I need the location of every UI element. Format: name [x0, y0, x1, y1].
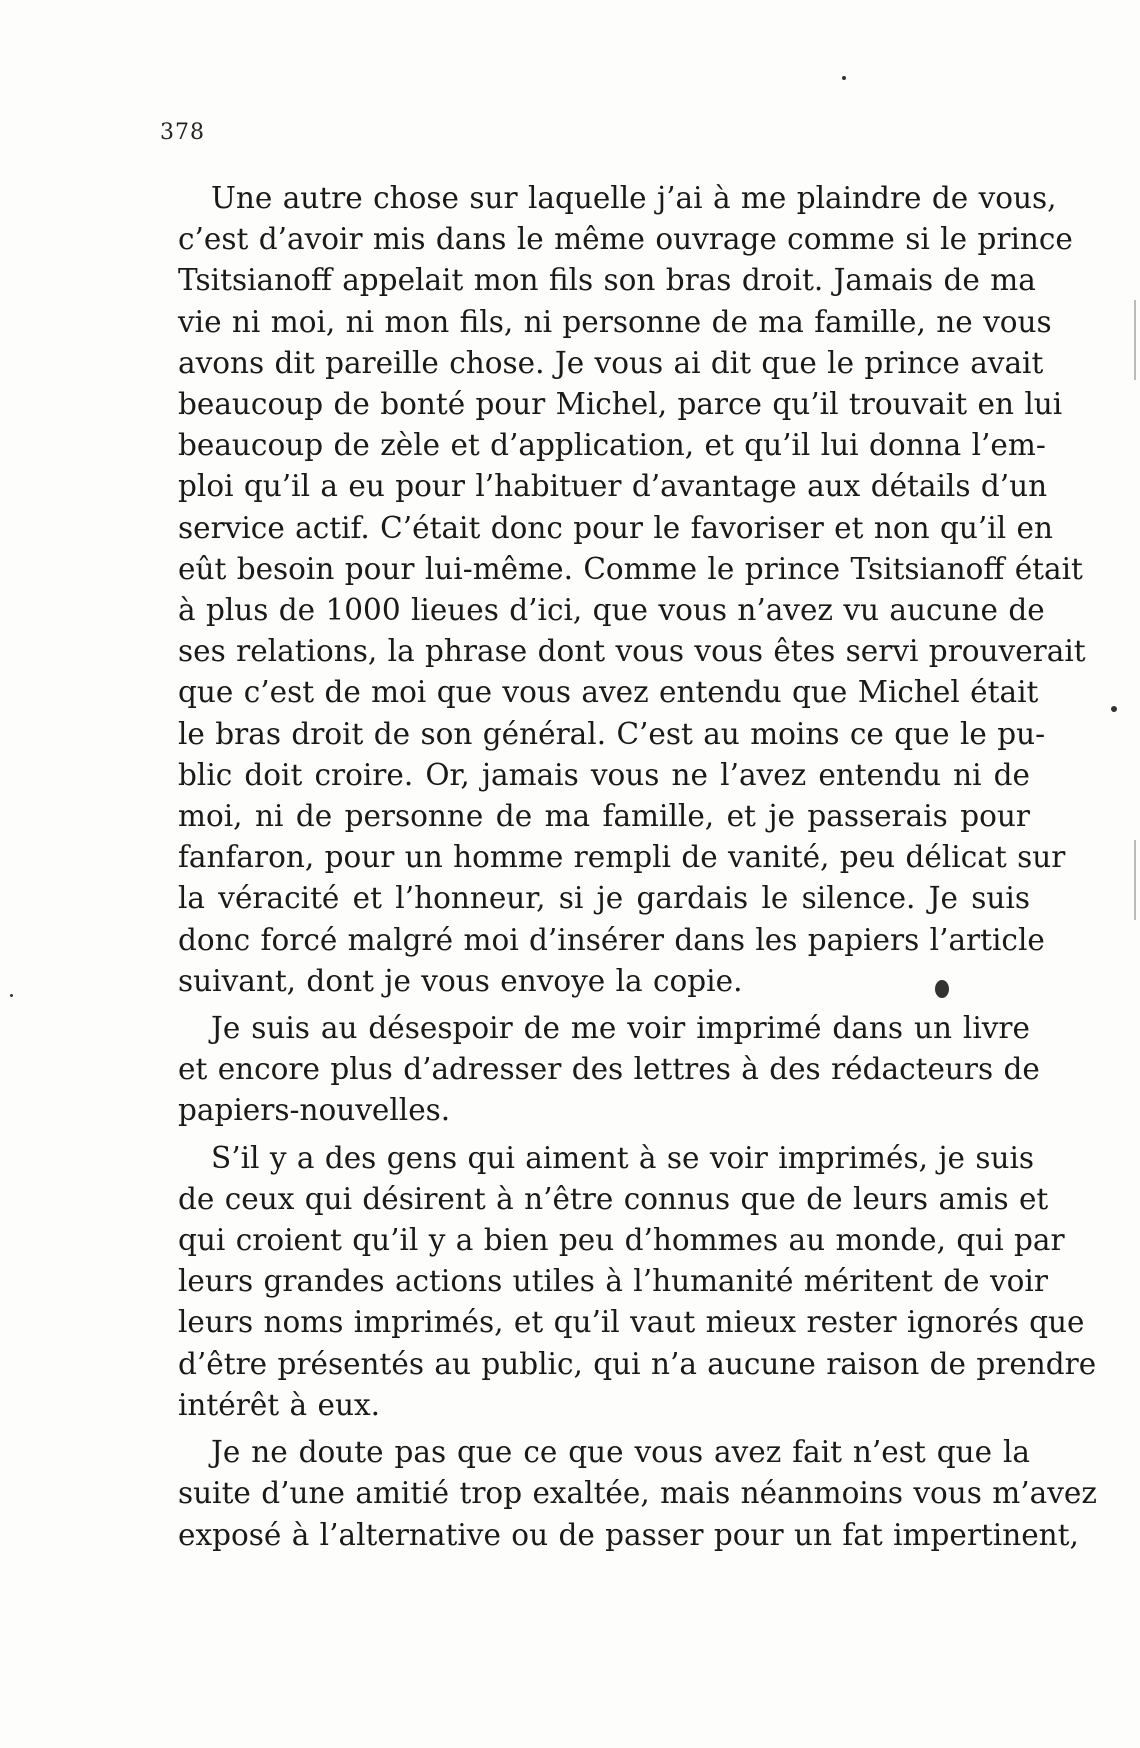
text-line: S’il y a des gens qui aiment à se voir imprimés, je suis: [211, 1140, 1035, 1175]
text-line: fanfaron, pour un homme rempli de vanité, peu délicat sur: [178, 840, 1066, 875]
text-line: Je ne doute pas que ce que vous avez fait n’est que la: [211, 1435, 1030, 1470]
text-line: leurs noms imprimés, et qu’il vaut mieux rester ignorés que: [178, 1305, 1085, 1340]
text-line: blic doit croire. Or, jamais vous ne l’avez entendu ni de: [178, 757, 1030, 792]
scan-edge: [1134, 840, 1136, 920]
text-line: que c’est de moi que vous avez entendu que Michel était: [178, 675, 1039, 710]
paragraph-1: [178, 178, 1086, 1002]
text-line: et encore plus d’adresser des lettres à des rédacteurs de: [178, 1052, 1040, 1087]
text-line: eût besoin pour lui-même. Comme le prince Tsitsianoff était: [178, 551, 1083, 586]
ink-speck: [10, 994, 13, 997]
body-text: [178, 178, 1097, 1562]
text-line: Tsitsianoff appelait mon fils son bras droit. Jamais de ma: [178, 263, 1036, 298]
scan-edge: [1134, 300, 1136, 380]
text-line: à plus de 1000 lieues d’ici, que vous n’avez vu aucune de: [178, 593, 1045, 628]
text-line: le bras droit de son général. C’est au moins ce que le pu-: [178, 716, 1046, 751]
paragraph-4: [178, 1432, 1097, 1556]
text-line: beaucoup de zèle et d’application, et qu’il lui donna l’em-: [178, 428, 1046, 463]
text-line: papiers-nouvelles.: [178, 1093, 451, 1128]
paragraph-3: [178, 1138, 1097, 1426]
text-line: suivant, dont je vous envoye la copie.: [178, 963, 743, 998]
text-line: la véracité et l’honneur, si je gardais le silence. Je suis: [178, 881, 1030, 916]
text-line: service actif. C’était donc pour le favoriser et non qu’il en: [178, 510, 1053, 545]
ink-speck: [935, 980, 949, 998]
text-line: vie ni moi, ni mon fils, ni personne de ma famille, ne vous: [178, 304, 1052, 339]
text-line: intérêt à eux.: [178, 1387, 380, 1422]
text-line: leurs grandes actions utiles à l’humanité méritent de voir: [178, 1264, 1048, 1299]
text-line: d’être présentés au public, qui n’a aucune raison de prendre: [178, 1346, 1097, 1381]
text-line: beaucoup de bonté pour Michel, parce qu’il trouvait en lui: [178, 387, 1063, 422]
text-line: ploi qu’il a eu pour l’habituer d’avantage aux détails d’un: [178, 469, 1048, 504]
text-line: de ceux qui désirent à n’être connus que de leurs amis et: [178, 1181, 1049, 1216]
text-line: avons dit pareille chose. Je vous ai dit que le prince avait: [178, 345, 1044, 380]
text-line: ses relations, la phrase dont vous vous êtes servi prouverait: [178, 634, 1086, 669]
text-line: moi, ni de personne de ma famille, et je passerais pour: [178, 799, 1030, 834]
text-line: c’est d’avoir mis dans le même ouvrage comme si le prince: [178, 222, 1073, 257]
page-number: 378: [160, 120, 205, 145]
text-line: Je suis au désespoir de me voir imprimé dans un livre: [211, 1011, 1030, 1046]
ink-speck: [842, 76, 846, 80]
text-line: suite d’une amitié trop exaltée, mais néanmoins vous m’avez: [178, 1476, 1097, 1511]
ink-speck: [1111, 706, 1117, 712]
text-line: qui croient qu’il y a bien peu d’hommes au monde, qui par: [178, 1223, 1065, 1258]
text-line: donc forcé malgré moi d’insérer dans les papiers l’article: [178, 922, 1045, 957]
text-line: exposé à l’alternative ou de passer pour un fat impertinent,: [178, 1517, 1079, 1552]
text-line: Une autre chose sur laquelle j’ai à me plaindre de vous,: [211, 181, 1057, 215]
paragraph-2: [178, 1008, 1040, 1132]
